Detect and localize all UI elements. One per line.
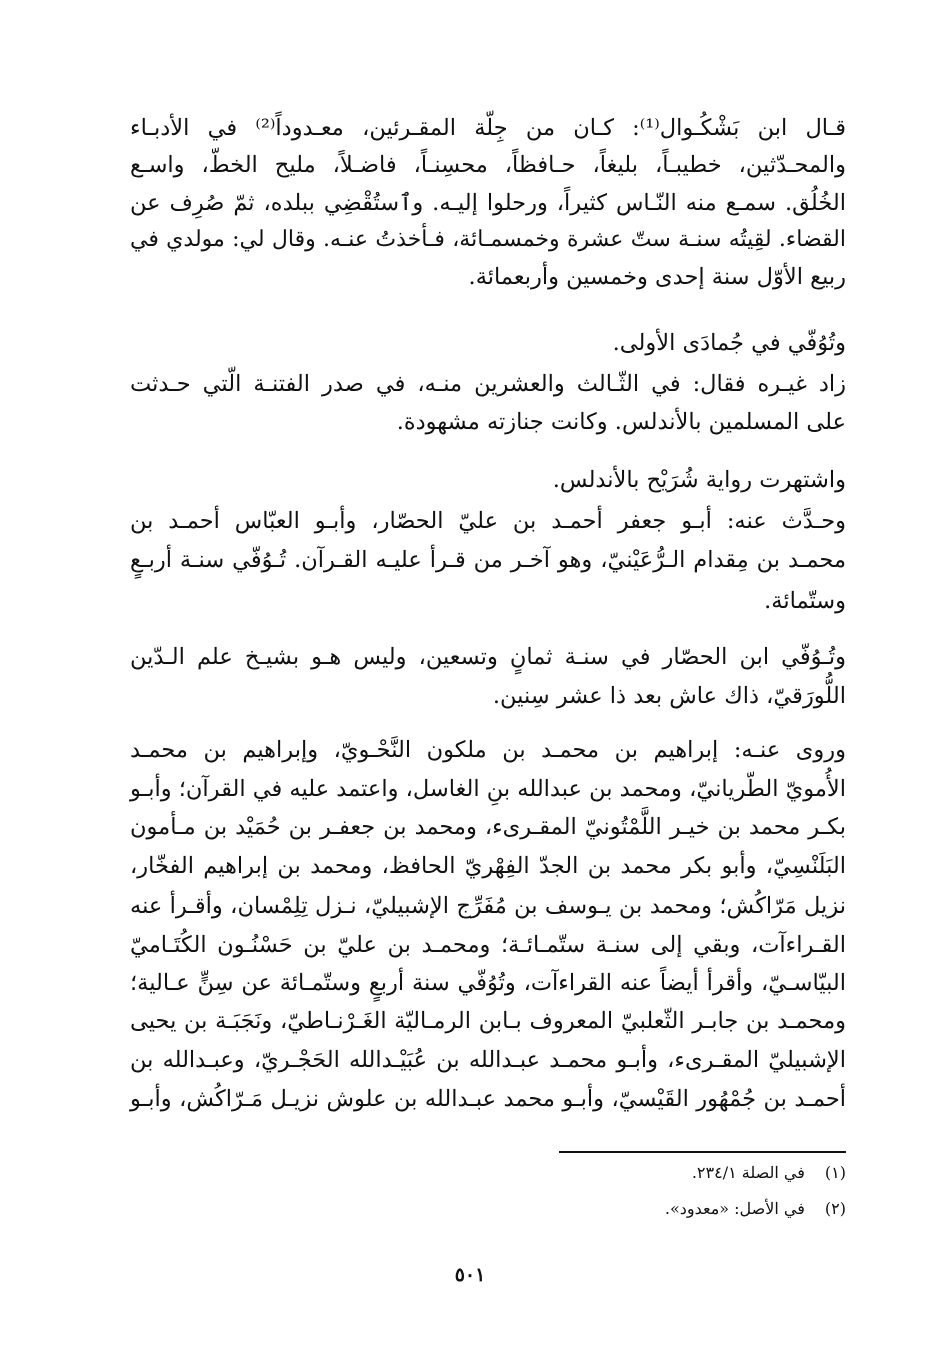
text-line: بكـر محمد بن خيـر اللَّمْتُونيّ المقـرىء، ومحمد بن جعفـر بن حُمَيْد بن مـأمون (130, 814, 846, 840)
text-line: وتُـوُفّي ابن الحصّار في سنـة ثمانٍ وتسعين، وليس هـو بشيـخ علم الـدّين (130, 644, 846, 670)
text-line: على المسلمين بالأندلس. وكانت جنازته مشهودة. (396, 409, 846, 435)
text-line: نزيل مَرّاكُش؛ ومحمد بن يـوسف بن مُفَرِّج الإشبيليّ، نـزل تِلِمْسان، وأقـرأ عنه (130, 893, 846, 919)
footnote-text: في الصلة ٢٣٤/١. (691, 1163, 805, 1182)
text-line: القـراءآت، وبقي إلى سنـة ستّمـائـة؛ ومحمـد بن عليّ بن حَسْنُـون الكُتَـاميّ (130, 932, 846, 958)
text-line: قـال ابن بَشْكُـوال⁽¹⁾: كـان من جِلّة المقـرئين، معـدوداً⁽²⁾ في الأدبـاء (130, 115, 846, 141)
footnote-separator (559, 1151, 846, 1153)
text-line: الأُمويّ الطّريانيّ، ومحمد بن عبدالله بنِ الغاسل، واعتمد عليه في القرآن؛ وأبـو (130, 776, 846, 802)
footnote-text: في الأصل: «معدود». (664, 1199, 805, 1218)
text-line: وستّمائة. (764, 588, 846, 614)
text-line: اللُّورَقيّ، ذاك عاش بعد ذا عشر سِنين. (492, 683, 846, 709)
text-line: ومحمـد بن جابـر الثّعلبيّ المعروف بـابن الرمـاليّة الغَـرْنـاطيّ، ونَجَبَـة بن يحيى (130, 1008, 846, 1034)
text-line: الإشبيليّ المقـرىء، وأبـو محمـد عبـدالله بن عُبَيْـدالله الحَجْـريّ، وعبـدالله بن (130, 1047, 846, 1073)
text-line: وروى عنـه: إبراهيم بن محمـد بن ملكون النَّحْـويّ، وإبراهيم بن محمـد (130, 737, 846, 763)
text-line: محمـد بن مِقدام الـرُّعَيْنيّ، وهو آخـر من قـرأ عليـه القـرآن. تُـوُفّي سنـة أربـعٍ (130, 547, 846, 573)
footnote-number: (١) (824, 1163, 846, 1182)
page-number: ٥٠١ (454, 1264, 486, 1286)
text-line: أحمـد بن جُمْهُور القَيْسيّ، وأبـو محمد عبـدالله بن علوش نزيـل مَـرّاكُش، وأبـو (130, 1086, 846, 1112)
text-line: القضاء. لقِيتُه سنـة ستّ عشرة وخمسمـائة، فـأخذتُ عنـه. وقال لي: مولدي في (130, 227, 846, 252)
text-line: وحـدَّث عنه: أبـو جعفر أحمـد بن عليّ الحصّار، وأبـو العبّاس أحمـد بن (130, 508, 846, 534)
text-line: البَلَنْسِيّ، وأبو بكر محمد بن الجدّ الفِهْريّ الحافظ، ومحمد بن إبراهيم الفخّار، (130, 853, 846, 879)
text-line: زاد غيـره فقال: في الثّـالث والعشرين منـه، في صدر الفتنـة الّتي حـدثت (130, 371, 846, 397)
text-line: والمحـدّثين، خطيبـاً، بليغاً، حـافظاً، محسِنـاً، فاضـلاً، مليح الخطّ، واسـع (130, 152, 846, 178)
footnote-number: (٢) (824, 1199, 846, 1218)
text-line: ربيع الأوّل سنة إحدى وخمسين وأربعمائة. (468, 264, 846, 290)
text-line: الخُلُق. سمـع منه النّـاس كثيراً، ورحلوا إليـه. وٱستُقْضِي ببلده، ثمّ صُرِف عن (130, 190, 846, 216)
footnote (430, 1160, 846, 1186)
text-line: واشتهرت رواية شُرَيْح بالأندلس. (552, 467, 846, 493)
text-line: البيّاسـيّ، وأقرأ أيضاً عنه القراءآت، وتُوُفّي سنة أربعٍ وستّمـائة عن سِنٍّ عـالية؛ (130, 970, 846, 996)
text-line: وتُوُفّي في جُمادَى الأولى. (612, 330, 846, 356)
footnote (430, 1196, 846, 1222)
